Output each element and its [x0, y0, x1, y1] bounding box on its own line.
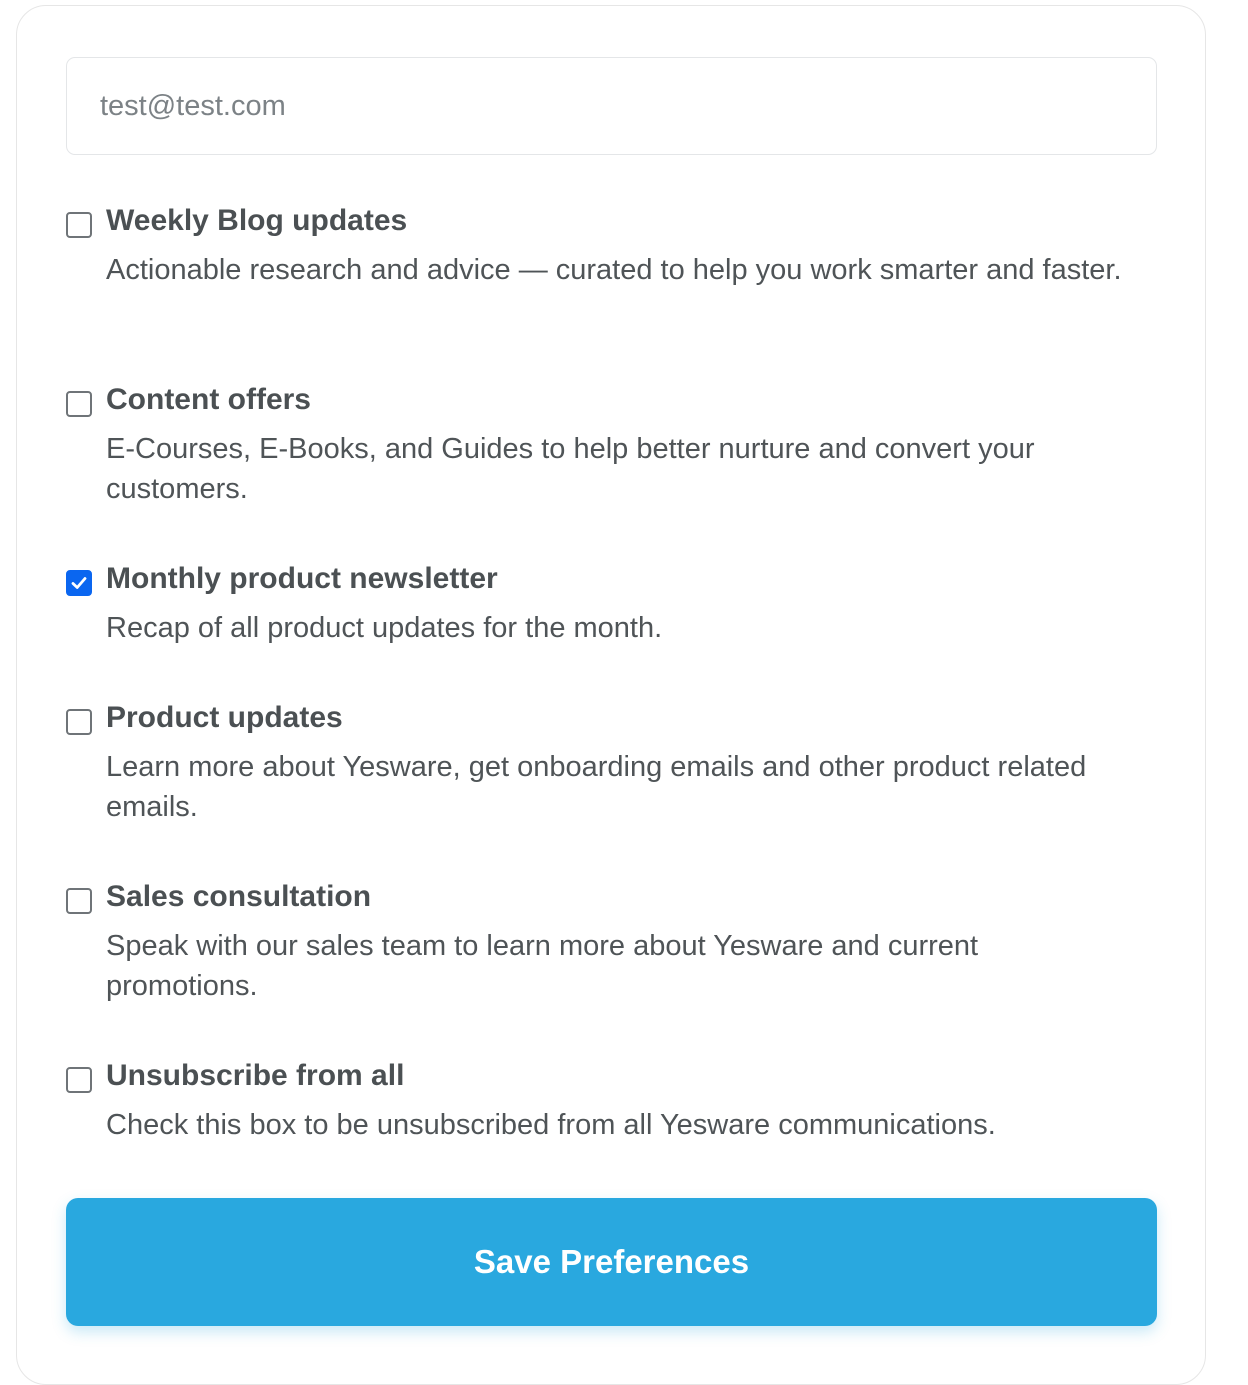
option-description: Check this box to be unsubscribed from all Yesware communications.: [106, 1109, 996, 1141]
weekly-blog-updates-checkbox[interactable]: [66, 212, 92, 238]
sales-consultation-checkbox[interactable]: [66, 888, 92, 914]
option-title: Unsubscribe from all: [106, 1059, 405, 1092]
option-title: Content offers: [106, 383, 311, 416]
save-preferences-button[interactable]: Save Preferences: [66, 1198, 1157, 1326]
product-updates-checkbox[interactable]: [66, 709, 92, 735]
option-title: Weekly Blog updates: [106, 204, 408, 237]
option-description: Learn more about Yesware, get onboarding emails and other product related emails.: [106, 751, 1087, 823]
content-offers-checkbox[interactable]: [66, 391, 92, 417]
option-title: Monthly product newsletter: [106, 562, 498, 595]
option-description: Speak with our sales team to learn more about Yesware and current promotions.: [106, 930, 979, 1002]
unsubscribe-from-all-checkbox[interactable]: [66, 1067, 92, 1093]
option-description: Actionable research and advice — curated to help you work smarter and faster.: [106, 254, 1122, 286]
email-field[interactable]: [66, 57, 1157, 155]
checkmark-icon: [69, 573, 89, 593]
option-description: Recap of all product updates for the month.: [106, 612, 663, 644]
monthly-product-newsletter-checkbox[interactable]: [66, 570, 92, 596]
option-title: Product updates: [106, 701, 343, 734]
option-description: E-Courses, E-Books, and Guides to help better nurture and convert your customers.: [106, 433, 1035, 505]
option-title: Sales consultation: [106, 880, 372, 913]
